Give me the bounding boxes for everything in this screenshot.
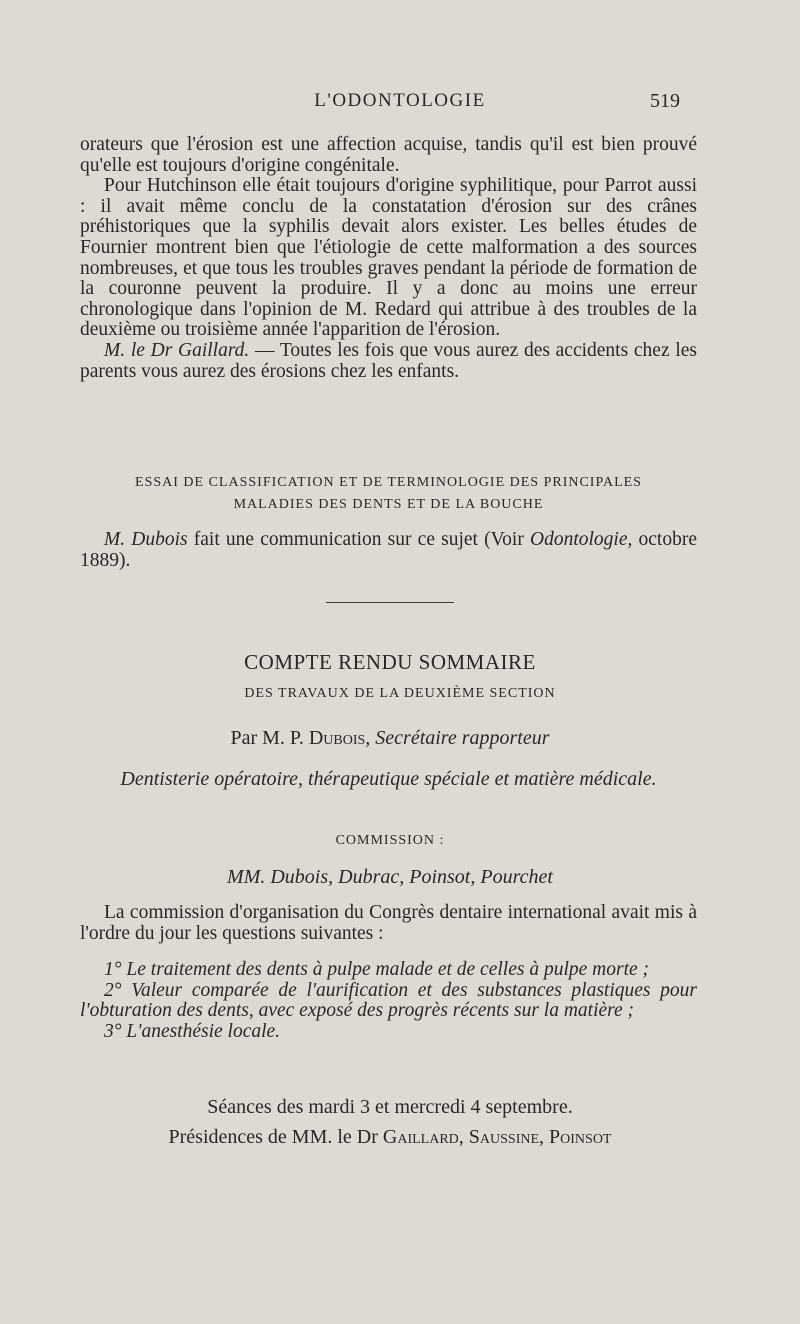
paragraph-continuation: orateurs que l'érosion est une affection acquise, tandis qu'il est bien prouvé qu'elle est toujours d'origine congénitale. <box>80 134 697 176</box>
report-title: COMPTE RENDU SOMMAIRE <box>244 650 536 674</box>
commission-members: MM. Dubois, Dubrac, Poinsot, Pourchet <box>227 866 553 888</box>
section-title-line2: MALADIES DES DENTS ET DE LA BOUCHE <box>233 497 544 512</box>
paragraph-dubois <box>80 530 697 571</box>
question-item: 2° Valeur comparée de l'aurification et des substances plastiques pour l'obturation des dents, avec exposé des progrès récents sur la matière ; <box>80 979 697 1022</box>
presidencies-names: Gaillard, Saussine, Poinsot <box>382 1126 612 1148</box>
journal-reference: Odontologie <box>530 529 628 550</box>
section-divider <box>326 602 454 603</box>
commission-label: COMMISSION : <box>335 833 445 848</box>
page-number: 519 <box>650 90 680 112</box>
dubois-communication <box>80 530 697 571</box>
question-item: 1° Le traitement des dents à pulpe malade et de celles à pulpe morte ; <box>104 959 650 980</box>
sessions-line: Séances des mardi 3 et mercredi 4 septembre. <box>207 1096 573 1118</box>
dubois-text: fait une communication sur ce sujet (Voir <box>187 529 530 550</box>
report-subtitle: DES TRAVAUX DE LA DEUXIÈME SECTION <box>244 686 556 701</box>
section-title-line1: ESSAI DE CLASSIFICATION ET DE TERMINOLOGIE DES PRINCIPALES <box>135 475 642 490</box>
author-name: Dubois <box>308 727 366 749</box>
questions-list <box>80 960 697 1042</box>
author-role: , Secrétaire rapporteur <box>365 727 550 749</box>
intro-paragraph: La commission d'organisation du Congrès dentaire international avait mis à l'ordre du jour les questions suivantes : <box>80 902 697 944</box>
paragraph-gaillard <box>80 341 697 382</box>
section-title <box>80 472 697 516</box>
author-prefix: Par M. P. <box>230 727 309 749</box>
speaker-gaillard: M. le Dr Gaillard. <box>104 339 250 361</box>
speaker-dubois: M. Dubois <box>104 529 188 550</box>
dubois-tail: , octobre 1889). <box>80 529 697 571</box>
report-author <box>0 727 780 750</box>
presidencies-prefix: Présidences de MM. le Dr <box>168 1126 383 1148</box>
commission-intro <box>80 903 697 944</box>
question-item: 3° L'anesthésie locale. <box>104 1020 281 1042</box>
discussion-text <box>80 135 697 382</box>
paragraph-hutchinson: Pour Hutchinson elle était toujours d'origine syphilitique, pour Parrot aussi : il avait même conclu de la constatation d'érosion sur des crânes préhistoriques que la syphilis devait alors exister. Les belles études de Fournier montrent bien que l'étiologie de cette malformation a des sources nombreuses, et que tous les troubles graves pendant la période de formation de la couronne peuvent la produire. Il y a donc au moins une erreur chronologique dans l'opinion de M. Redard qui attribue à des troubles de la deuxième ou troisième année l'apparition de l'érosion. <box>80 175 697 341</box>
running-header: L'ODONTOLOGIE <box>314 90 486 111</box>
report-topic: Dentisterie opératoire, thérapeutique spéciale et matière médicale. <box>120 768 657 790</box>
presidencies-line <box>0 1126 780 1149</box>
gaillard-remark-text: — Toutes les fois que vous aurez des accidents chez les parents vous aurez des érosions chez les enfants. <box>80 339 697 382</box>
